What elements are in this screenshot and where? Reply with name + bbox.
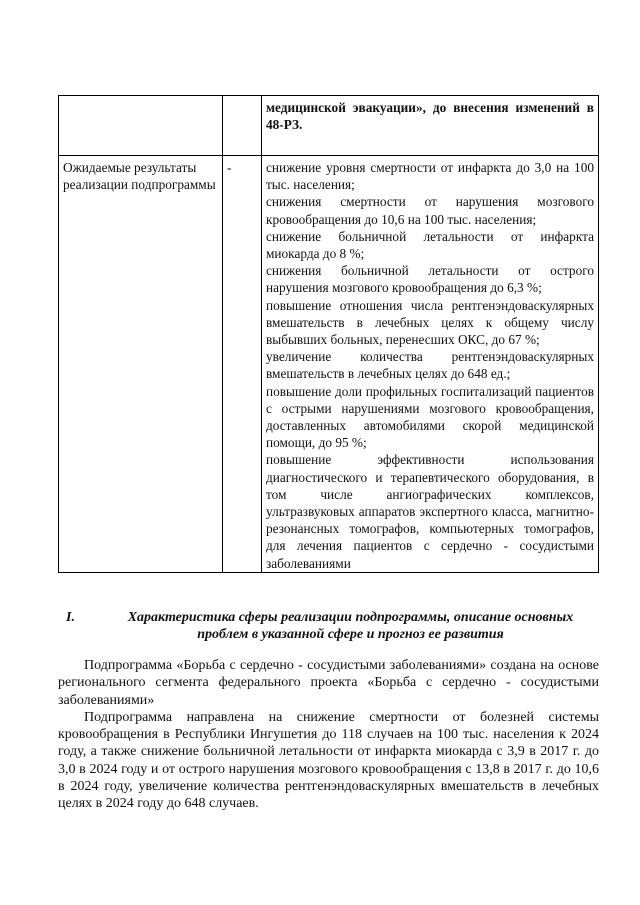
- paragraph: Подпрограмма «Борьба с сердечно - сосудистыми заболеваниями» создана на основе регионального сегмента федерального проекта «Борьба с сердечно - сосудистыми заболеваниями»: [58, 658, 599, 708]
- result-item: повышение отношения числа рентгенэндоваскулярных вмешательств в лечебных целях к общему числу выбывших больных, перенесших ОКС, до 67 %;: [266, 297, 594, 348]
- section-heading: [58, 609, 599, 643]
- table-cell-label: [59, 96, 223, 156]
- result-item: увеличение количества рентгенэндоваскулярных вмешательств в лечебных целях до 648 ед.;: [266, 349, 594, 382]
- expected-results-label: Ожидаемые результаты реализации подпрограммы: [59, 156, 223, 573]
- result-item: повышение эффективности использования диагностического и терапевтического оборудования, в том числе ангиографических комплексов, ультразвуковых аппаратов экспертного класса, магнитно-резонансных томографов, компьютерных томографов, для лечения пациентов с сердечно - сосудистыми заболеваниями: [266, 452, 594, 571]
- table-cell-dash: -: [223, 156, 262, 573]
- result-item: снижение больничной летальности от инфаркта миокарда до 8 %;: [266, 228, 594, 262]
- result-item: снижения больничной летальности от острого нарушения мозгового кровообращения до 6,3 %;: [266, 263, 594, 296]
- result-item: повышение доли профильных госпитализаций пациентов с острыми нарушениями мозгового кровообращения, доставленных автомобилями скорой медицинской помощи, до 95 %;: [266, 383, 594, 451]
- paragraph: Подпрограмма направлена на снижение смертности от болезней системы кровообращения в Республики Ингушетия до 118 случаев на 100 тыс. населения к 2024 году, а также снижение больничной летальности от инфаркта миокарда с 3,9 в 2017 г. до 3,0 в 2024 году и от острого нарушения мозгового кровообращения с 13,8 в 2017 г. до 10,6 в 2024 году, увеличение количества рентгенэндоваскулярных вмешательств в лечебных целях в 2024 году до 648 случаев.: [58, 709, 599, 812]
- table-cell-continuation: медицинской эвакуации», до внесения изменений в 48-РЗ.: [262, 96, 599, 156]
- table-row: [59, 96, 599, 156]
- table-row: [59, 156, 599, 573]
- result-item: снижение уровня смертности от инфаркта до 3,0 на 100 тыс. населения;: [266, 160, 594, 193]
- section-number: I.: [66, 610, 75, 625]
- section-title: Характеристика сферы реализации подпрограммы, описание основных проблем в указанной сфере и прогноз ее развития: [127, 610, 574, 642]
- expected-results-list: [262, 156, 599, 573]
- section-body: [58, 657, 599, 813]
- result-item: снижения смертности от нарушения мозгового кровообращения до 10,6 на 100 тыс. населения;: [266, 194, 594, 227]
- passport-table: [58, 95, 599, 573]
- table-cell-dash: [223, 96, 262, 156]
